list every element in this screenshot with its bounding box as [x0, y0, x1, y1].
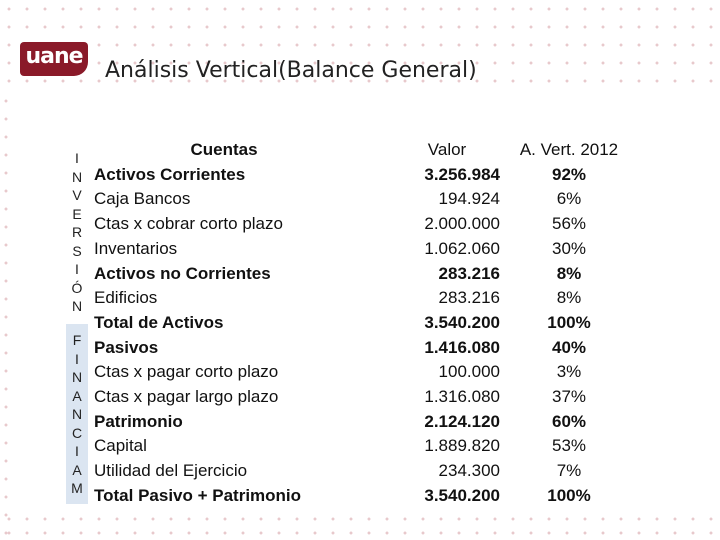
account-value: 3.540.200	[424, 312, 500, 332]
account-name: Caja Bancos	[94, 189, 191, 209]
account-name: Capital	[94, 436, 147, 456]
inversion-letter: S	[72, 242, 82, 259]
account-pct: 40%	[551, 337, 587, 357]
account-name: Utilidad del Ejercicio	[94, 461, 248, 481]
financiamiento-letter: M	[71, 480, 83, 496]
account-value: 1.889.820	[424, 436, 500, 456]
inversion-letter: N	[71, 168, 83, 185]
account-value: 3.540.200	[424, 485, 500, 505]
header-valor: Valor	[427, 140, 467, 159]
financiamiento-letter: F	[72, 332, 82, 348]
account-value: 2.000.000	[424, 214, 500, 234]
account-pct: 56%	[551, 214, 587, 234]
account-name: Activos Corrientes	[94, 164, 246, 184]
account-pct: 8%	[556, 263, 582, 283]
financiamiento-letter: N	[71, 369, 83, 385]
account-pct: 7%	[556, 461, 582, 481]
account-value: 3.256.984	[424, 164, 500, 184]
account-name: Activos no Corrientes	[94, 263, 271, 283]
inversion-letter: V	[72, 187, 82, 203]
bottom-decor	[0, 512, 720, 540]
account-pct: 30%	[551, 238, 587, 258]
financiamiento-letter: A	[72, 461, 82, 478]
financiamiento-letter: N	[71, 406, 83, 422]
header-cuentas: Cuentas	[190, 140, 258, 159]
account-value: 234.300	[438, 461, 500, 481]
account-pct: 100%	[547, 485, 591, 505]
account-name: Ctas x pagar corto plazo	[94, 362, 279, 382]
account-value: 1.416.080	[424, 337, 500, 357]
account-name: Ctas x pagar largo plazo	[94, 387, 279, 406]
account-name: Pasivos	[94, 337, 159, 357]
account-pct: 60%	[551, 411, 587, 431]
financiamiento-letter: I	[75, 443, 79, 459]
account-pct: 3%	[556, 362, 582, 382]
financiamiento-letter: A	[72, 387, 82, 404]
account-name: Total de Activos	[94, 312, 224, 332]
account-value: 2.124.120	[424, 411, 500, 431]
inversion-letter: I	[75, 150, 79, 166]
account-value: 283.216	[438, 288, 500, 308]
account-pct: 53%	[551, 436, 587, 456]
account-name: Ctas x cobrar corto plazo	[94, 214, 283, 234]
left-decor	[0, 92, 12, 540]
account-pct: 100%	[547, 312, 591, 332]
financiamiento-label	[66, 324, 88, 504]
slide-title: Análisis Vertical(Balance General)	[105, 58, 477, 83]
account-name: Inventarios	[94, 238, 178, 258]
inversion-letter: E	[72, 205, 82, 222]
financiamiento-letter: C	[71, 424, 83, 441]
account-name: Total Pasivo + Patrimonio	[94, 485, 302, 505]
account-value: 283.216	[438, 263, 500, 283]
inversion-letter: N	[71, 298, 83, 314]
inversion-letter: I	[75, 261, 79, 277]
account-pct: 37%	[551, 387, 587, 406]
account-pct: 8%	[556, 288, 582, 308]
account-value: 1.062.060	[424, 238, 500, 258]
account-name: Edificios	[94, 288, 158, 308]
inversion-label	[66, 142, 88, 322]
account-value: 1.316.080	[424, 387, 500, 406]
financiamiento-letter: I	[75, 350, 79, 367]
account-name: Patrimonio	[94, 411, 183, 431]
account-value: 194.924	[438, 189, 500, 209]
uane-logo: uane	[20, 42, 88, 76]
inversion-letter: Ó	[71, 279, 83, 296]
inversion-letter: R	[71, 224, 83, 240]
account-pct: 6%	[556, 189, 582, 209]
header-avert: A. Vert. 2012	[519, 140, 619, 159]
account-pct: 92%	[551, 164, 587, 184]
account-value: 100.000	[438, 362, 500, 382]
